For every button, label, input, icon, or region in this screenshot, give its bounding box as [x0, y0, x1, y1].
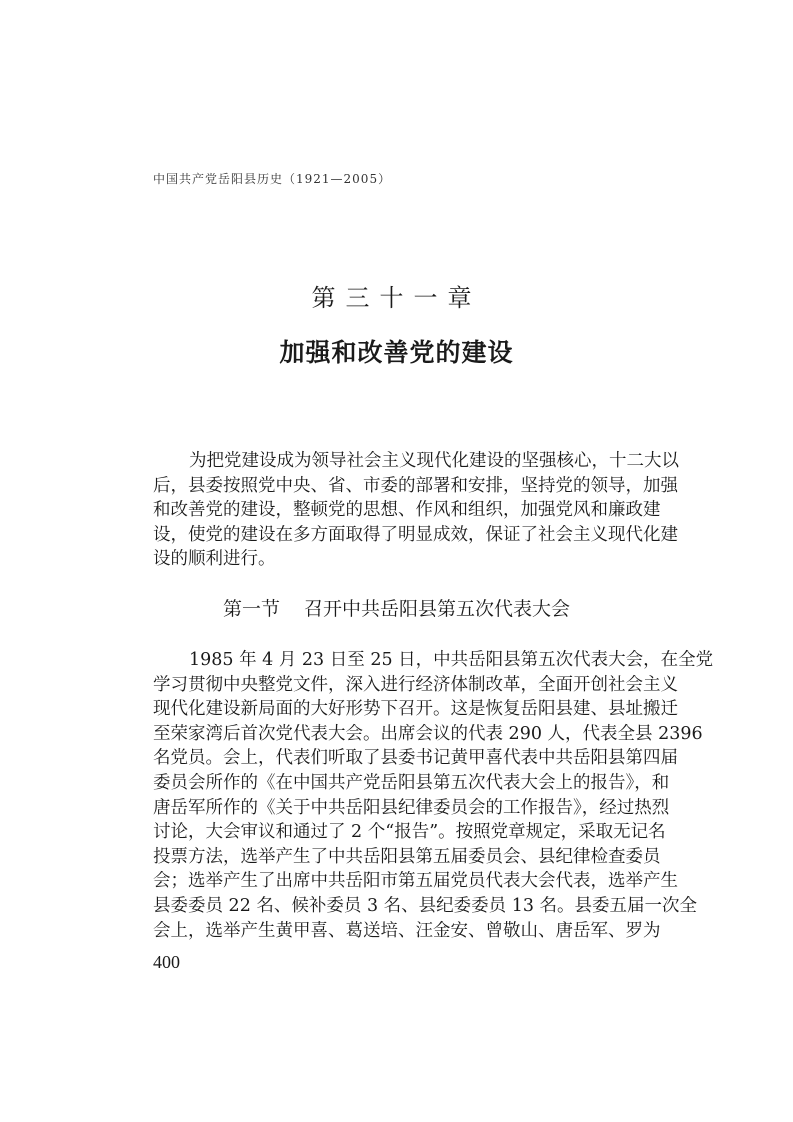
- text-line: 唐岳军所作的《关于中共岳阳县纪律委员会的工作报告》，经过热烈: [153, 797, 670, 818]
- running-header: 中国共产党岳阳县历史（1921—2005）: [153, 172, 392, 186]
- text-line: 设，使党的建设在多方面取得了明显成效，保证了社会主义现代化建: [153, 524, 678, 545]
- text-line: 会；选举产生了出席中共岳阳市第五届党员代表大会代表，选举产生: [153, 871, 678, 892]
- section-heading: [0, 594, 793, 621]
- section-title: 召开中共岳阳县第五次代表大会: [304, 598, 571, 620]
- text-line: 和改善党的建设，整顿党的思想、作风和组织，加强党风和廉政建: [153, 500, 661, 521]
- text-line: 1985 年 4 月 23 日至 25 日，中共岳阳县第五次代表大会，在全党: [189, 650, 714, 670]
- section-number: 第一节: [222, 598, 280, 620]
- text-line: 学习贯彻中央整党文件，深入进行经济体制改革，全面开创社会主义: [153, 674, 678, 695]
- text-line: 设的顺利进行。: [153, 549, 276, 570]
- text-line: 讨论，大会审议和通过了 2 个“报告”。按照党章规定，采取无记名: [153, 822, 666, 843]
- text-line: 后，县委按照党中央、省、市委的部署和安排，坚持党的领导，加强: [153, 475, 678, 496]
- body-paragraph: [153, 648, 714, 943]
- page-number: 400: [153, 952, 180, 972]
- chapter-number: 第三十一章: [311, 284, 482, 312]
- text-line: 委员会所作的《在中国共产党岳阳县第五次代表大会上的报告》，和: [153, 772, 670, 793]
- intro-paragraph: [153, 449, 679, 572]
- chapter-title: 加强和改善党的建设: [279, 338, 514, 367]
- text-line: 现代化建设新局面的大好形势下召开。这是恢复岳阳县建、县址搬迁: [153, 699, 678, 720]
- text-line: 投票方法，选举产生了中共岳阳县第五届委员会、县纪律检查委员: [153, 846, 661, 867]
- text-line: 会上，选举产生黄甲喜、葛送培、汪金安、曾敬山、唐岳军、罗为: [153, 920, 661, 941]
- text-line: 至荣家湾后首次党代表大会。出席会议的代表 290 人，代表全县 2396: [153, 723, 703, 744]
- text-line: 为把党建设成为领导社会主义现代化建设的坚强核心，十二大以: [189, 451, 679, 471]
- text-line: 名党员。会上，代表们听取了县委书记黄甲喜代表中共岳阳县第四届: [153, 748, 678, 769]
- text-line: 县委委员 22 名、候补委员 3 名、县纪委委员 13 名。县委五届一次全: [153, 895, 698, 916]
